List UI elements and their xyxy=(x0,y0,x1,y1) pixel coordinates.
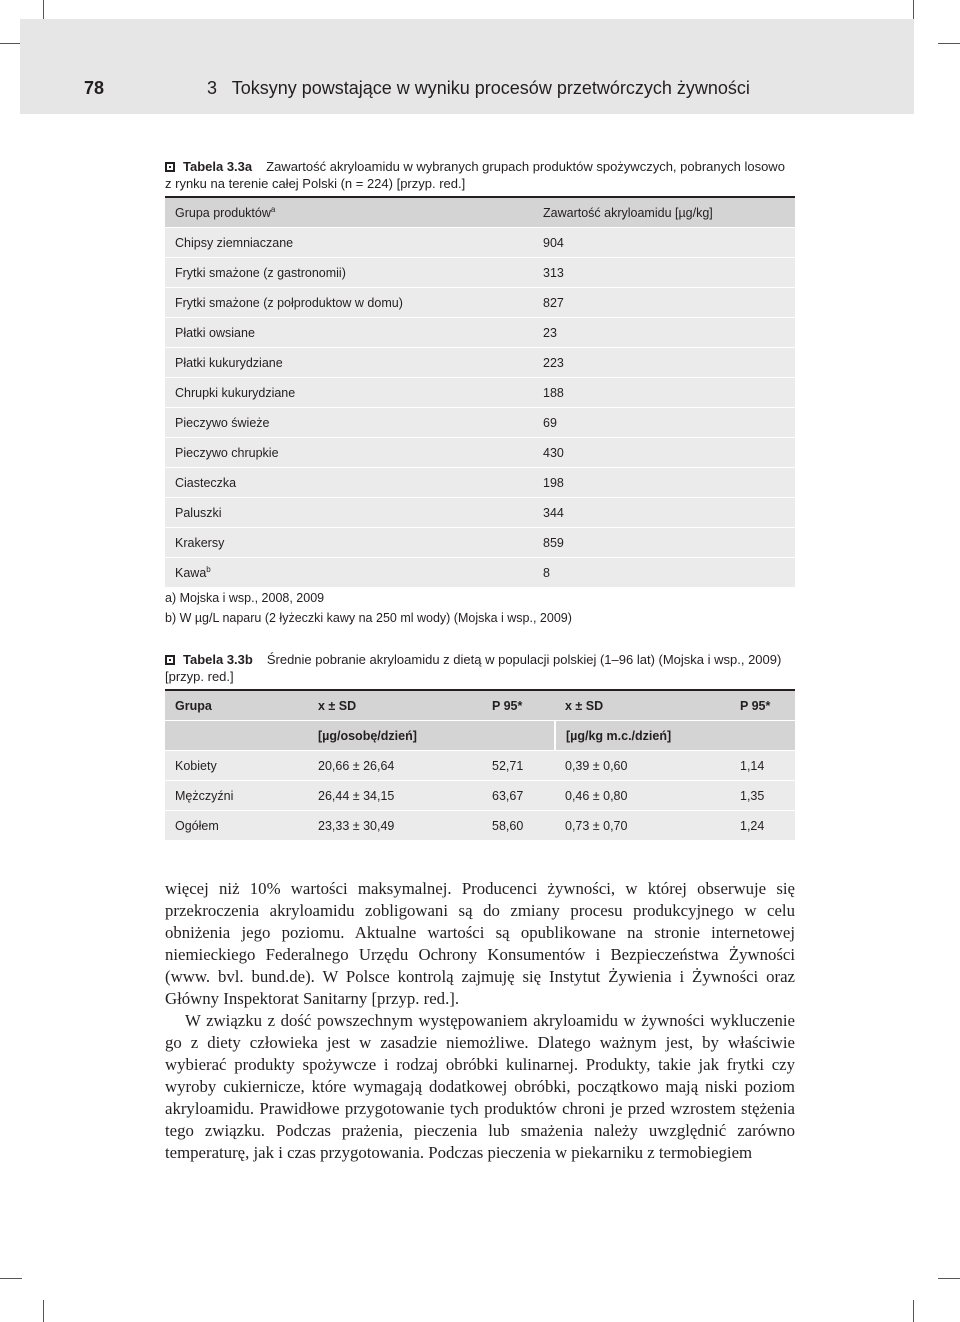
table-row xyxy=(165,528,795,558)
product-group-cell: Krakersy xyxy=(165,528,533,558)
p95-kg-cell: 1,35 xyxy=(730,781,795,811)
table-a-number: Tabela 3.3a xyxy=(183,159,253,174)
p95-kg-cell: 1,24 xyxy=(730,811,795,841)
page-number: 78 xyxy=(84,78,105,98)
table-row xyxy=(165,811,795,841)
product-group-cell: Płatki owsiane xyxy=(165,318,533,348)
table-row xyxy=(165,228,795,258)
column-header: x ± SD xyxy=(555,690,730,721)
acrylamide-value-cell: 223 xyxy=(533,348,795,378)
acrylamide-value-cell: 344 xyxy=(533,498,795,528)
p95-kg-cell: 1,14 xyxy=(730,751,795,781)
p95-person-cell: 58,60 xyxy=(482,811,555,841)
p95-person-cell: 52,71 xyxy=(482,751,555,781)
table-b-caption-text: Średnie pobranie akryloamidu z dietą w populacji polskiej (1–96 lat) (Mojska i wsp., 2009) [przyp. red.] xyxy=(165,652,782,684)
group-cell: Mężczyźni xyxy=(165,781,308,811)
acrylamide-value-cell: 859 xyxy=(533,528,795,558)
product-group-cell: Chipsy ziemniaczane xyxy=(165,228,533,258)
acrylamide-content-table xyxy=(165,196,795,588)
column-header: x ± SD xyxy=(308,690,482,721)
mean-sd-kg-cell: 0,46 ± 0,80 xyxy=(555,781,730,811)
mean-sd-kg-cell: 0,39 ± 0,60 xyxy=(555,751,730,781)
product-group-cell: Ciasteczka xyxy=(165,468,533,498)
crop-mark xyxy=(0,1278,22,1279)
crop-mark xyxy=(938,43,960,44)
product-group-cell: Chrupki kukurydziane xyxy=(165,378,533,408)
table-a-footnote: b) W µg/L naparu (2 łyżeczki kawy na 250 ml wody) (Mojska i wsp., 2009) xyxy=(165,611,572,625)
page-header xyxy=(20,19,914,114)
unit-label: [µg/kg m.c./dzień] xyxy=(555,721,795,751)
body-text xyxy=(165,878,795,1164)
group-cell: Kobiety xyxy=(165,751,308,781)
mean-sd-person-cell: 20,66 ± 26,64 xyxy=(308,751,482,781)
mean-sd-kg-cell: 0,73 ± 0,70 xyxy=(555,811,730,841)
group-cell: Ogółem xyxy=(165,811,308,841)
acrylamide-value-cell: 188 xyxy=(533,378,795,408)
table-row xyxy=(165,258,795,288)
table-b-caption xyxy=(165,651,795,685)
paragraph: więcej niż 10% wartości maksymalnej. Producenci żywności, w której obserwuje się przekroczenia akryloamidu zobligowani są do zmiany procesu produkcyjnego w celu obniżenia jego poziomu. Aktualne wartości są opublikowane na stronie internetowej niemieckiego Federalnego Urzędu Ochrony Konsumentów i Bezpieczeństwa Żywności (www. bvl. bund.de). W Polsce kontrolą zajmuję się Instytut Żywienia i Żywności oraz Główny Inspektorat Sanitarny [przyp. red.]. xyxy=(165,879,795,1008)
table-row xyxy=(165,558,795,588)
mean-sd-person-cell: 26,44 ± 34,15 xyxy=(308,781,482,811)
acrylamide-value-cell: 23 xyxy=(533,318,795,348)
acrylamide-value-cell: 8 xyxy=(533,558,795,588)
product-group-cell: Paluszki xyxy=(165,498,533,528)
unit-label: [µg/osobę/dzień] xyxy=(308,721,555,751)
crop-mark xyxy=(938,1278,960,1279)
table-row xyxy=(165,438,795,468)
acrylamide-value-cell: 198 xyxy=(533,468,795,498)
acrylamide-value-cell: 69 xyxy=(533,408,795,438)
paragraph: W związku z dość powszechnym występowaniem akryloamidu w żywności wykluczenie go z diety człowieka jest w zasadzie niemożliwe. Dlatego ważnym jest, by właściwie wybierać produkty spożywcze i rodzaj obróbki kulinarnej. Produkty, takie jak frytki czy wyroby cukiernicze, które wymagają dodatkowej obróbki, początkowo mają niski poziom akryloamidu. Prawidłowe przygotowanie tych produktów chroni je przed wzrostem stężenia tego związku. Podczas prażenia, pieczenia lub smażenia należy uwzględnić zarówno temperaturę, jak i czas przygotowania. Podczas pieczenia w piekarniku z termobiegiem xyxy=(165,1011,795,1162)
acrylamide-value-cell: 313 xyxy=(533,258,795,288)
table-units-row xyxy=(165,721,795,751)
table-row xyxy=(165,318,795,348)
column-header-value: Zawartość akryloamidu [µg/kg] xyxy=(533,197,795,228)
table-row xyxy=(165,348,795,378)
column-header: P 95* xyxy=(730,690,795,721)
product-group-cell: Kawa$^b$ xyxy=(165,558,533,588)
square-bullet-icon xyxy=(165,655,175,665)
square-bullet-icon xyxy=(165,162,175,172)
table-row xyxy=(165,288,795,318)
table-row xyxy=(165,781,795,811)
table-a-footnote: a) Mojska i wsp., 2008, 2009 xyxy=(165,591,325,605)
column-header: Grupa xyxy=(165,690,308,721)
table-row xyxy=(165,498,795,528)
table-row xyxy=(165,468,795,498)
acrylamide-value-cell: 827 xyxy=(533,288,795,318)
column-header-group: Grupa produktów$^a$ xyxy=(165,197,533,228)
table-row xyxy=(165,378,795,408)
crop-mark xyxy=(0,43,22,44)
column-header: P 95* xyxy=(482,690,555,721)
table-header-row xyxy=(165,690,795,721)
table-row xyxy=(165,751,795,781)
mean-sd-person-cell: 23,33 ± 30,49 xyxy=(308,811,482,841)
table-row xyxy=(165,408,795,438)
acrylamide-value-cell: 430 xyxy=(533,438,795,468)
product-group-cell: Płatki kukurydziane xyxy=(165,348,533,378)
table-a-caption xyxy=(165,158,795,192)
crop-mark xyxy=(913,1300,914,1322)
table-a-caption-text: Zawartość akryloamidu w wybranych grupach produktów spożywczych, pobranych losowo z rynku na terenie całej Polski (n = 224) [przyp. red.] xyxy=(165,159,785,191)
product-group-cell: Frytki smażone (z połproduktow w domu) xyxy=(165,288,533,318)
table-b-number: Tabela 3.3b xyxy=(183,652,253,667)
chapter-title: 3 Toksyny powstające w wyniku procesów przetwórczych żywności xyxy=(207,78,750,98)
acrylamide-intake-table xyxy=(165,689,795,841)
p95-person-cell: 63,67 xyxy=(482,781,555,811)
acrylamide-value-cell: 904 xyxy=(533,228,795,258)
product-group-cell: Pieczywo świeże xyxy=(165,408,533,438)
crop-mark xyxy=(43,1300,44,1322)
table-header-row xyxy=(165,197,795,228)
product-group-cell: Frytki smażone (z gastronomii) xyxy=(165,258,533,288)
product-group-cell: Pieczywo chrupkie xyxy=(165,438,533,468)
